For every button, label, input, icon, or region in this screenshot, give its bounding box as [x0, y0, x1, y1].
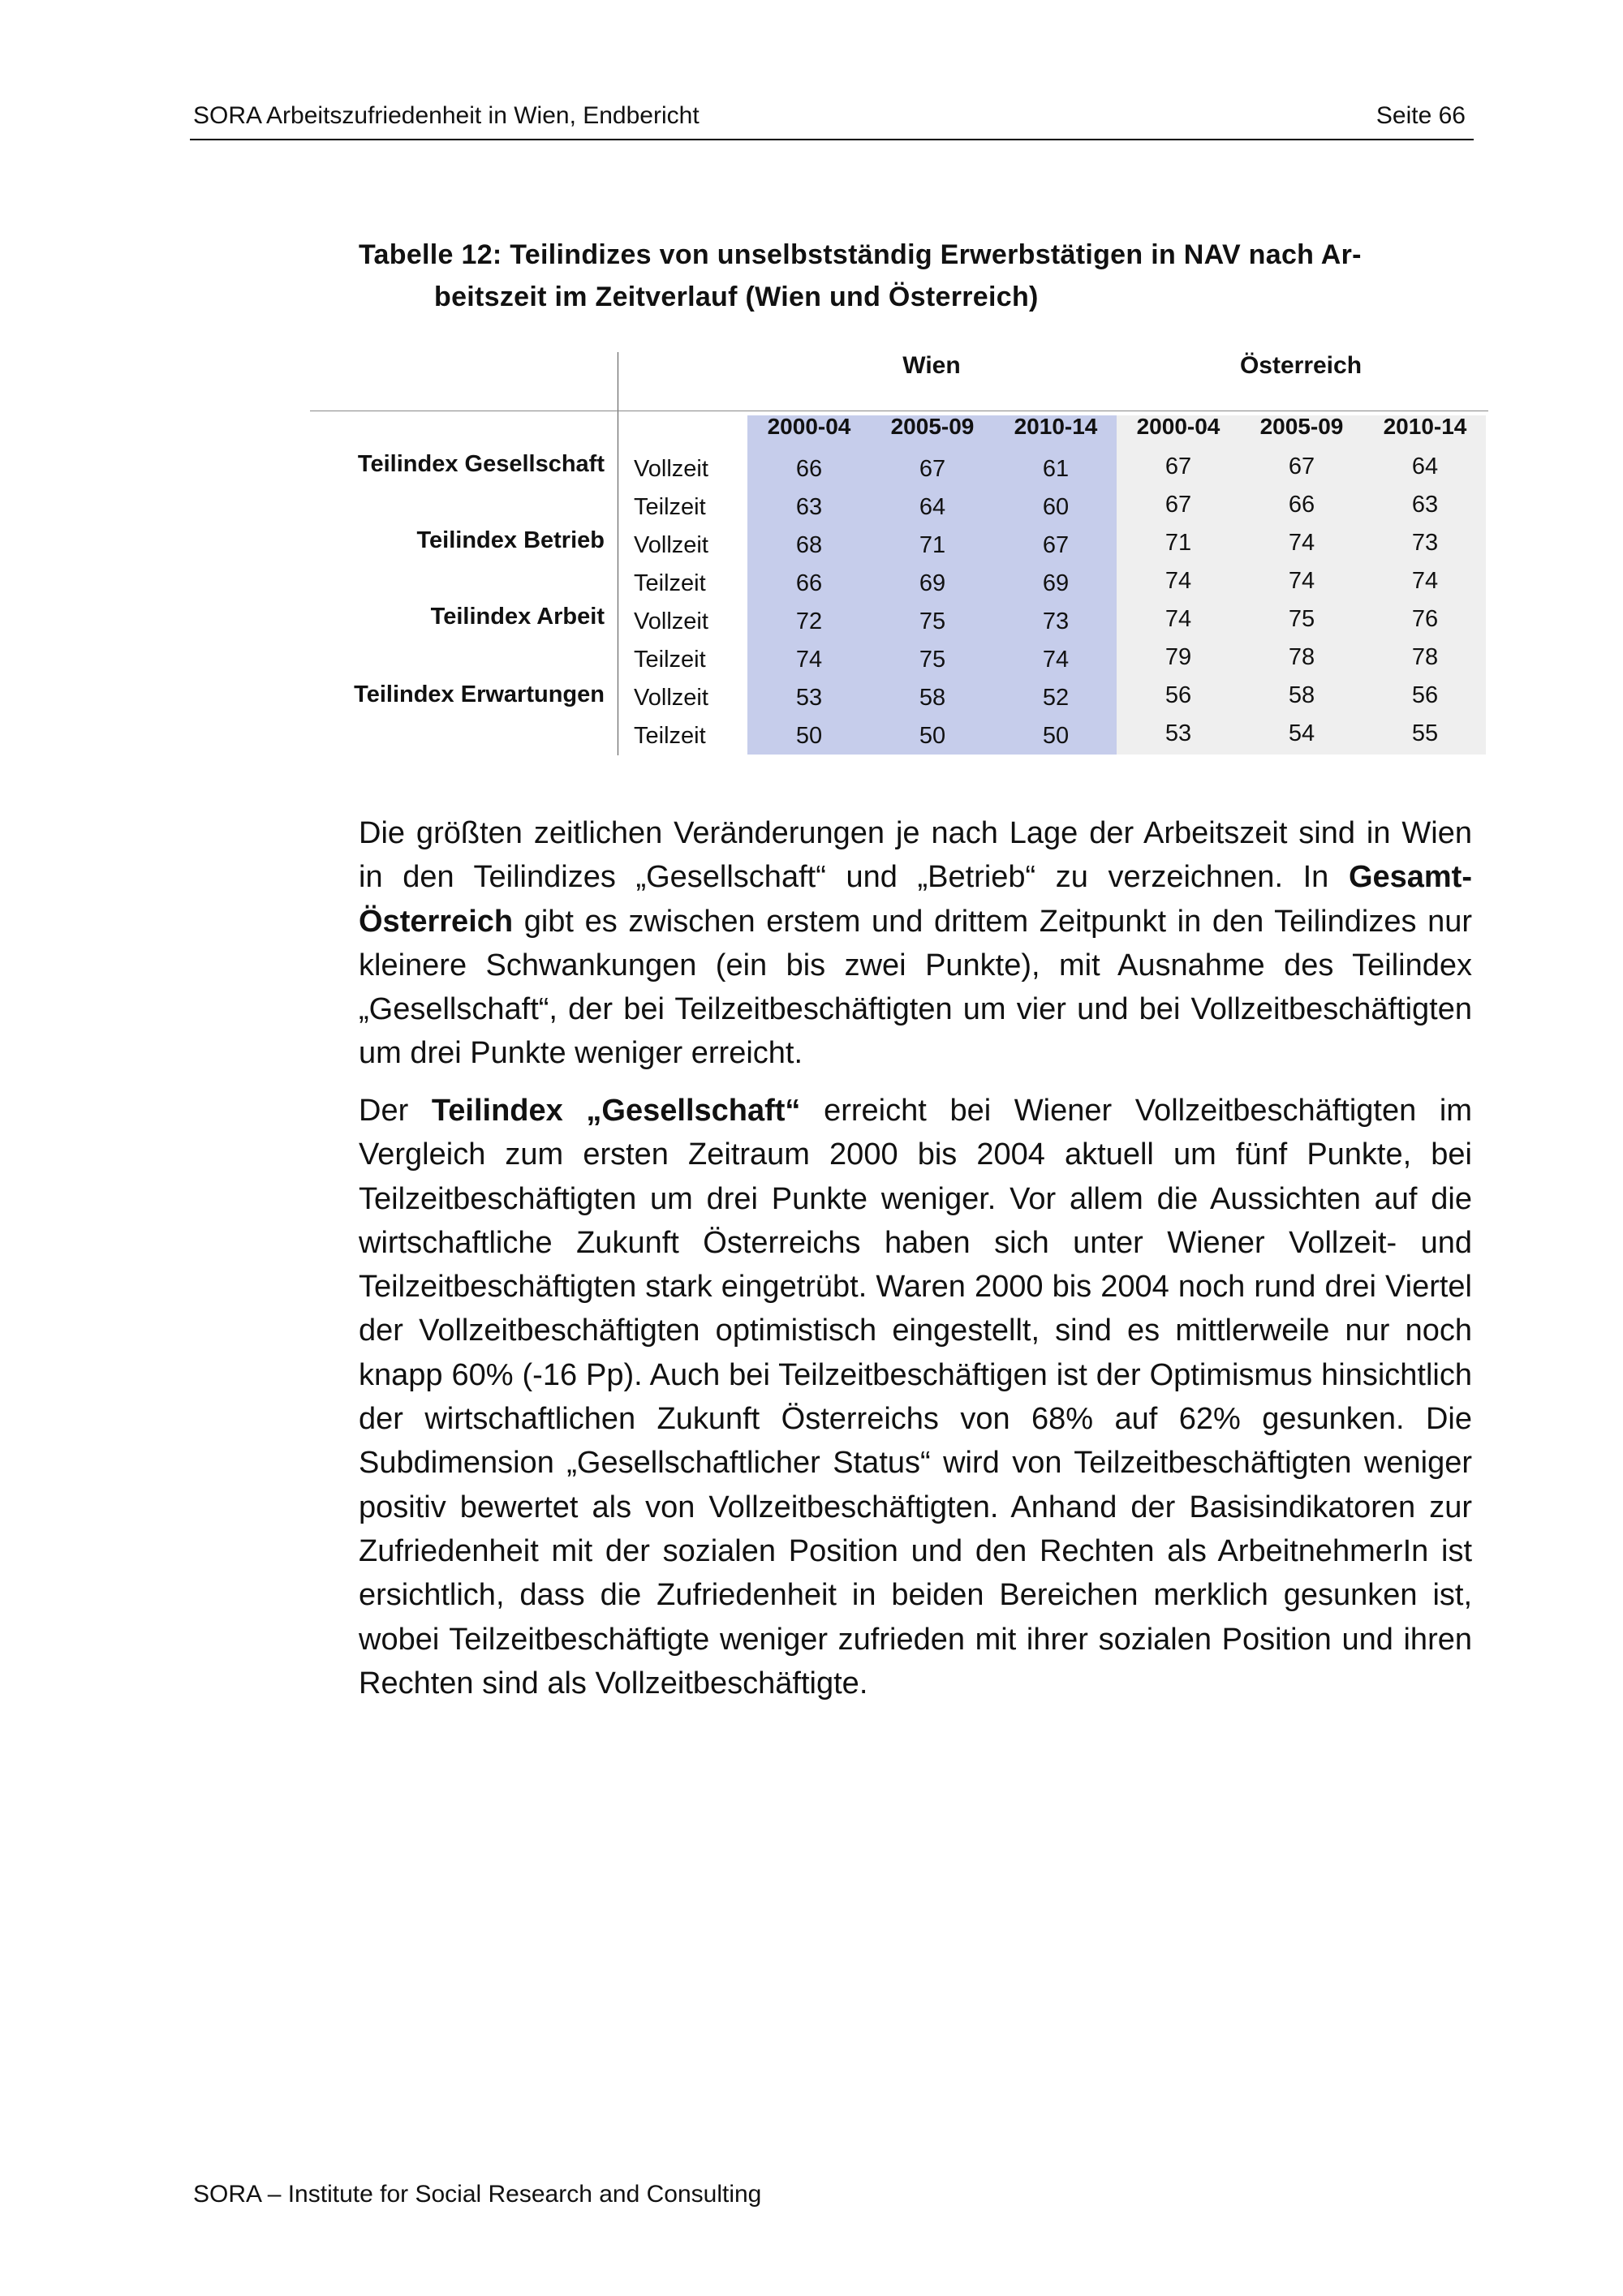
table-cell: 74 [1165, 568, 1192, 594]
table-cell: 74 [1288, 530, 1315, 556]
header-rule [190, 139, 1474, 140]
table-cell: 71 [1165, 530, 1192, 556]
table-cell: 64 [919, 494, 946, 520]
body-paragraph-2 [359, 1089, 1472, 1705]
row-label-erwartungen: Teilindex Erwartungen [354, 681, 605, 707]
paragraph-text: gibt es zwischen erstem und drittem Zeitpunkt in den Teilindizes nur kleinere Schwankungen (ein bis zwei Punkte), mit Ausnahme des Teilindex „Gesellschaft“, der bei Teilzeitbeschäftigten um vier und bei Vollzeitbeschäftigten um drei Punkte weniger erreicht. [359, 904, 1472, 1071]
table-cell: 71 [919, 532, 946, 558]
table-cell: 67 [919, 456, 946, 482]
table-cell: 50 [919, 723, 946, 749]
table-cell: 67 [1042, 532, 1070, 558]
table-cell: 74 [1411, 568, 1439, 594]
paragraph-text: Der [359, 1094, 432, 1128]
period-header: 2010-14 [1383, 414, 1467, 439]
employment-type-label: Teilzeit [634, 723, 706, 749]
employment-type-label: Vollzeit [634, 532, 708, 558]
table-cell: 56 [1165, 682, 1192, 708]
period-header: 2005-09 [1259, 414, 1344, 439]
table-cell: 61 [1042, 456, 1070, 482]
table-cell: 63 [795, 494, 823, 520]
table-cell: 73 [1042, 608, 1070, 634]
employment-type-label: Teilzeit [634, 647, 706, 673]
table-cell: 50 [1042, 723, 1070, 749]
employment-type-label: Teilzeit [634, 494, 706, 520]
table-cell: 66 [795, 570, 823, 596]
employment-type-label: Teilzeit [634, 570, 706, 596]
page-footer: SORA – Institute for Social Research and Consulting [193, 2181, 762, 2208]
table-cell: 74 [1288, 568, 1315, 594]
table-cell: 78 [1288, 644, 1315, 670]
body-paragraph-1 [359, 811, 1472, 1076]
table-cell: 73 [1411, 530, 1439, 556]
table-cell: 53 [1165, 720, 1192, 746]
table-cell: 54 [1288, 720, 1315, 746]
table-cell: 58 [1288, 682, 1315, 708]
table-cell: 75 [919, 647, 946, 673]
table-cell: 69 [919, 570, 946, 596]
table-cell: 68 [795, 532, 823, 558]
table-cell: 64 [1411, 454, 1439, 479]
table-cell: 75 [919, 608, 946, 634]
table-cell: 52 [1042, 685, 1070, 711]
group-header-wien: Wien [902, 352, 961, 379]
period-header: 2005-09 [890, 414, 975, 439]
table-cell: 53 [795, 685, 823, 711]
table-cell: 55 [1411, 720, 1439, 746]
table-caption [359, 234, 1362, 318]
page-number: Seite 66 [1375, 102, 1466, 129]
paragraph-text: erreicht bei Wiener Vollzeitbeschäftigten im Vergleich zum ersten Zeitraum 2000 bis 2004 aktuell um fünf Punkte, bei Teilzeitbeschäftigten um drei Punkte weniger. Vor allem die Aussichten auf die wirtschaftliche Zukunft Österreichs haben sich unter Wiener Vollzeit- und Teilzeitbeschäftigten stark eingetrübt. Waren 2000 bis 2004 noch rund drei Viertel der Vollzeitbeschäftigten optimistisch eingestellt, sind es mittlerweile nur noch knapp 60% (-16 Pp). Auch bei Teilzeitbeschäftigen ist der Optimismus hinsichtlich der wirtschaftlichen Zukunft Österreichs von 68% auf 62% gesunken. Die Subdimension „Gesellschaftlicher Status“ wird von Teilzeitbeschäftigten weniger positiv bewertet als von Vollzeitbeschäftigten. Anhand der Basisindikatoren zur Zufriedenheit mit der sozialen Position und den Rechten als ArbeitnehmerIn ist ersichtlich, dass die Zufriedenheit in beiden Bereichen merklich gesunken ist, wobei Teilzeitbeschäftigte weniger zufrieden mit ihrer sozialen Position und ihren Rechten sind als Vollzeitbeschäftigte. [359, 1094, 1473, 1701]
table-cell: 67 [1288, 454, 1315, 479]
table-caption-line2: beitszeit im Zeitverlauf (Wien und Österreich) [434, 282, 1039, 312]
group-header-oesterreich: Österreich [1239, 352, 1363, 379]
table-cell: 72 [795, 608, 823, 634]
table-cell: 67 [1165, 492, 1192, 518]
table-cell: 76 [1411, 606, 1439, 632]
period-header: 2000-04 [767, 414, 851, 439]
table-cell: 69 [1042, 570, 1070, 596]
row-label-arbeit: Teilindex Arbeit [430, 604, 605, 630]
table-cell: 60 [1042, 494, 1070, 520]
table-cell: 74 [795, 647, 823, 673]
table-cell: 74 [1042, 647, 1070, 673]
table-cell: 67 [1165, 454, 1192, 479]
table-cell: 66 [1288, 492, 1315, 518]
table-cell: 75 [1288, 606, 1315, 632]
table-cell: 66 [795, 456, 823, 482]
paragraph-bold-text: Gesamt-Österreich [359, 860, 1472, 939]
table-cell: 79 [1165, 644, 1192, 670]
table-cell: 74 [1165, 606, 1192, 632]
employment-type-label: Vollzeit [634, 456, 708, 482]
table-cell: 78 [1411, 644, 1439, 670]
period-header: 2000-04 [1136, 414, 1220, 439]
table-cell: 50 [795, 723, 823, 749]
employment-type-label: Vollzeit [634, 608, 708, 634]
employment-type-label: Vollzeit [634, 685, 708, 711]
paragraph-text: Die größten zeitlichen Veränderungen je nach Lage der Arbeitszeit sind in Wien in den Teilindizes „Gesellschaft“ und „Betrieb“ zu verzeichnen. In [359, 816, 1472, 895]
row-label-betrieb: Teilindex Betrieb [416, 527, 605, 553]
table-caption-line1: Tabelle 12: Teilindizes von unselbstständig Erwerbstätigen in NAV nach Ar- [359, 239, 1362, 270]
running-header-title: SORA Arbeitszufriedenheit in Wien, Endbericht [193, 102, 700, 129]
row-label-gesellschaft: Teilindex Gesellschaft [357, 451, 605, 477]
period-header: 2010-14 [1014, 414, 1098, 439]
table-cell: 58 [919, 685, 946, 711]
paragraph-bold-text: Teilindex „Gesellschaft“ [431, 1094, 801, 1128]
table-cell: 63 [1411, 492, 1439, 518]
table-cell: 56 [1411, 682, 1439, 708]
